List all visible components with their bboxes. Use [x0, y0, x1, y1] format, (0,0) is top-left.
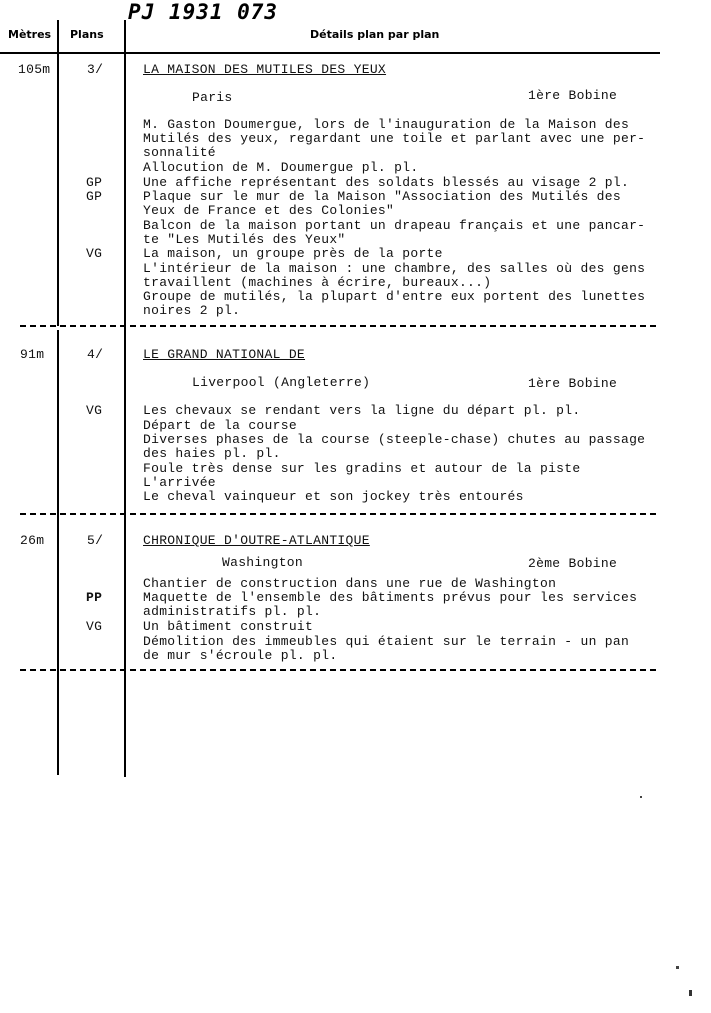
shot-description-line: Diverses phases de la course (steeple-chase) chutes au passage [143, 432, 646, 447]
shot-code: GP [86, 175, 103, 190]
scan-speck [676, 966, 679, 969]
section-separator-3 [20, 669, 656, 671]
section-metres: 91m [20, 347, 45, 362]
shot-description-line: te "Les Mutilés des Yeux" [143, 232, 346, 247]
section-title: LE GRAND NATIONAL DE [143, 347, 306, 362]
shot-description-line: Foule très dense sur les gradins et autour de la piste [143, 461, 581, 476]
shot-code: VG [86, 619, 103, 634]
shot-description-line: L'intérieur de la maison : une chambre, des salles où des gens [143, 261, 646, 276]
shot-description-line: M. Gaston Doumergue, lors de l'inauguration de la Maison des [143, 117, 630, 132]
scan-speck [689, 990, 692, 996]
scan-speck [640, 796, 642, 798]
shot-description-line: Groupe de mutilés, la plupart d'entre eux portent des lunettes [143, 289, 646, 304]
handwritten-reference: PJ 1931 073 [128, 0, 279, 24]
shot-description-line: Plaque sur le mur de la Maison "Association des Mutilés des [143, 189, 621, 204]
section-bobine: 1ère Bobine [528, 88, 618, 103]
shot-description-line: Le cheval vainqueur et son jockey très entourés [143, 489, 524, 504]
header-metres: Mètres [8, 28, 52, 41]
section-place: Liverpool (Angleterre) [192, 375, 371, 390]
shot-description-line: sonnalité [143, 145, 216, 160]
shot-code: GP [86, 189, 103, 204]
shot-description-line: Mutilés des yeux, regardant une toile et parlant avec une per- [143, 131, 646, 146]
section-bobine: 1ère Bobine [528, 376, 618, 391]
shot-code: VG [86, 246, 103, 261]
section-title: LA MAISON DES MUTILES DES YEUX [143, 62, 387, 77]
shot-description-line: Chantier de construction dans une rue de Washington [143, 576, 557, 591]
section-title: CHRONIQUE D'OUTRE-ATLANTIQUE [143, 533, 370, 548]
section-separator-1 [20, 325, 656, 327]
shot-description-line: Départ de la course [143, 418, 297, 433]
shot-description-line: travaillent (machines à écrire, bureaux...) [143, 275, 492, 290]
section-plan-number: 5/ [87, 533, 104, 548]
section-separator-2 [20, 513, 656, 515]
column-divider-1a [57, 20, 59, 326]
section-place: Washington [222, 555, 304, 570]
section-metres: 26m [20, 533, 45, 548]
shot-code: VG [86, 403, 103, 418]
shot-description-line: Les chevaux se rendant vers la ligne du départ pl. pl. [143, 403, 581, 418]
column-divider-2 [124, 20, 126, 777]
shot-code: PP [86, 590, 103, 605]
shot-description-line: Yeux de France et des Colonies" [143, 203, 395, 218]
header-details: Détails plan par plan [310, 28, 440, 41]
shot-description-line: de mur s'écroule pl. pl. [143, 648, 338, 663]
column-divider-1b [57, 330, 59, 775]
section-place: Paris [192, 90, 233, 105]
header-plans: Plans [70, 28, 104, 41]
header-rule [0, 52, 660, 54]
section-plan-number: 3/ [87, 62, 104, 77]
shot-description-line: Maquette de l'ensemble des bâtiments prévus pour les services [143, 590, 638, 605]
shot-description-line: Un bâtiment construit [143, 619, 314, 634]
shot-description-line: administratifs pl. pl. [143, 604, 322, 619]
section-bobine: 2ème Bobine [528, 556, 618, 571]
section-metres: 105m [18, 62, 51, 77]
shot-description-line: des haies pl. pl. [143, 446, 281, 461]
shot-description-line: Allocution de M. Doumergue pl. pl. [143, 160, 419, 175]
shot-description-line: Une affiche représentant des soldats blessés au visage 2 pl. [143, 175, 630, 190]
shot-description-line: Balcon de la maison portant un drapeau français et une pancar- [143, 218, 646, 233]
shot-description-line: Démolition des immeubles qui étaient sur le terrain - un pan [143, 634, 630, 649]
shot-description-line: La maison, un groupe près de la porte [143, 246, 443, 261]
section-plan-number: 4/ [87, 347, 104, 362]
shot-description-line: L'arrivée [143, 475, 216, 490]
shot-description-line: noires 2 pl. [143, 303, 241, 318]
